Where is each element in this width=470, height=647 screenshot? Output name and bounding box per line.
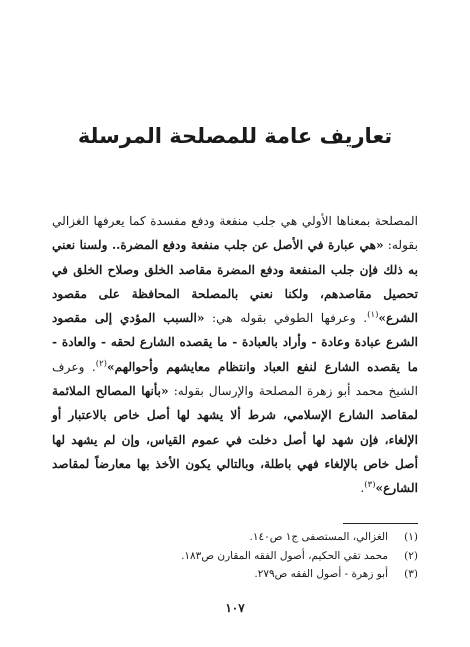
footnote-number: (١) bbox=[404, 531, 418, 543]
footnote-number: (٢) bbox=[404, 549, 418, 562]
footnote-ref-3[interactable]: (٣) bbox=[364, 480, 376, 491]
tufi-quote: «السبب المؤدي إلى مقصود الشرع عبادة وعادة - وأراد بالعبادة - ما يقصده الشارع لحقه - والعادة - ما يقصده الشارع لنفع العباد وانتظام معايشهم وأحوالهم» bbox=[52, 311, 419, 374]
footnote-item bbox=[52, 547, 418, 566]
footnote-text: الغزالي، المستصفى ج١ ص١٤٠. bbox=[249, 531, 388, 543]
chapter-title: تعاريف عامة للمصلحة المرسلة bbox=[77, 124, 393, 148]
text-segment: . وعرف الشيخ محمد أبو زهرة المصلحة والإرسال بقوله: bbox=[52, 359, 418, 399]
text-segment: . bbox=[360, 481, 365, 496]
footnote-ref-2[interactable]: (٢) bbox=[95, 358, 107, 369]
footnote-number: (٣) bbox=[404, 568, 418, 580]
text-segment: . وعرفها الطوفي بقوله هي: bbox=[204, 311, 368, 326]
footnote-divider bbox=[343, 523, 418, 524]
page-number: ١٠٧ bbox=[225, 601, 245, 615]
ghazali-quote: «هي عبارة في الأصل عن جلب منفعة ودفع المضرة.. ولسنا نعني به ذلك فإن جلب المنفعة ودفع المضرة مقاصد الخلق وصلاح الخلق في تحصيل مقاصدهم، ولكنا نعني بالمصلحة المحافظة على مقصود الشرع» bbox=[52, 238, 418, 326]
footnote-item bbox=[52, 565, 418, 584]
abu-zahra-quote: «بأنها المصالح الملائمة لمقاصد الشارع الإسلامي، شرط ألا يشهد لها أصل خاص بالاعتبار أو الإلغاء، فإن شهد لها أصل دخلت في عموم القياس، وإن لم يشهد لها أصل خاص بالإلغاء فهي باطلة، وبالتالي يكون الأخذ بها معارضاً لمقاصد الشارع» bbox=[52, 384, 418, 496]
footnote-text: أبو زهرة - أصول الفقه ص٢٧٩. bbox=[254, 568, 388, 580]
paragraph bbox=[52, 209, 418, 501]
text-segment: المصلحة بمعناها الأولي هي جلب منفعة ودفع مفسدة كما يعرفها الغزالي بقوله: bbox=[52, 214, 418, 253]
footnote-item bbox=[52, 528, 418, 547]
footnote-ref-1[interactable]: (١) bbox=[367, 310, 379, 321]
main-paragraph bbox=[52, 209, 418, 501]
footnote-text: محمد تقي الحكيم، أصول الفقه المقارن ص١٨٣. bbox=[181, 549, 388, 562]
footnotes bbox=[52, 528, 418, 584]
